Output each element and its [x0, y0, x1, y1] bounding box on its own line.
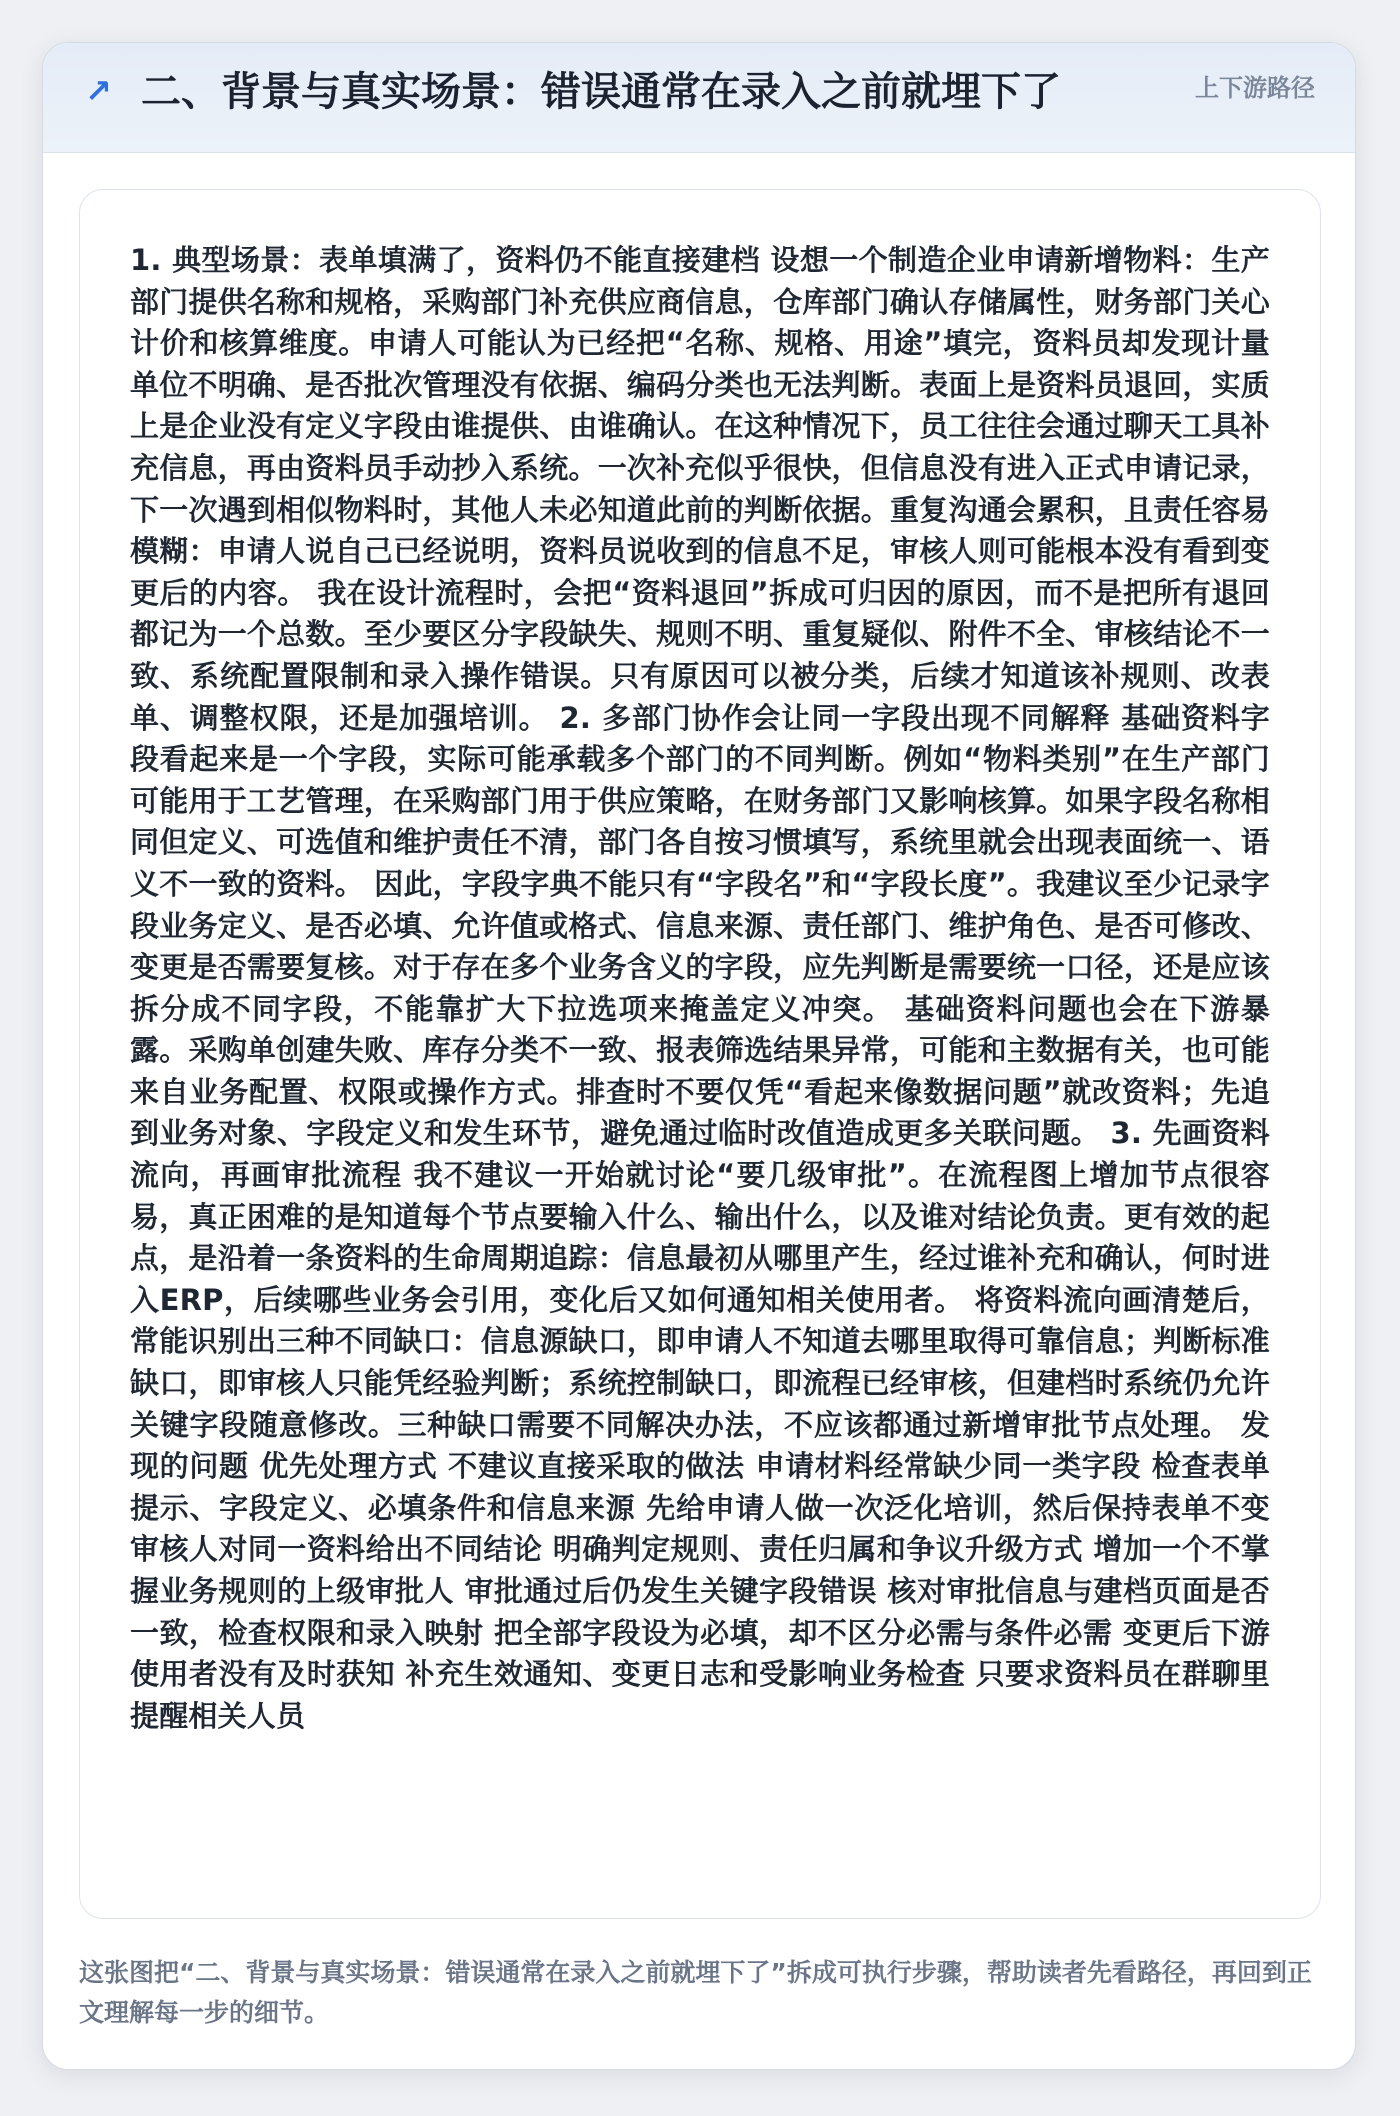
body-text: 1. 典型场景：表单填满了，资料仍不能直接建档 设想一个制造企业申请新增物料：生产部门提供名称和规格，采购部门补充供应商信息，仓库部门确认存储属性，财务部门关心计价和核算维度。申请人可能认为已经把“名称、规格、用途”填完，资料员却发现计量单位不明确、是否批次管理没有依据、编码分类也无法判断。表面上是资料员退回，实质上是企业没有定义字段由谁提供、由谁确认。在这种情况下，员工往往会通过聊天工具补充信息，再由资料员手动抄入系统。一次补充似乎很快，但信息没有进入正式申请记录，下一次遇到相似物料时，其他人未必知道此前的判断依据。重复沟通会累积，且责任容易模糊：申请人说自己已经说明，资料员说收到的信息不足，审核人则可能根本没有看到变更后的内容。 我在设计流程时，会把“资料退回”拆成可归因的原因，而不是把所有退回都记为一个总数。至少要区分字段缺失、规则不明、重复疑似、附件不全、审核结论不一致、系统配置限制和录入操作错误。只有原因可以被分类，后续才知道该补规则、改表单、调整权限，还是加强培训。 2. 多部门协作会让同一字段出现不同解释 基础资料字段看起来是一个字段，实际可能承载多个部门的不同判断。例如“物料类别”在生产部门可能用于工艺管理，在采购部门用于供应策略，在财务部门又影响核算。如果字段名称相同但定义、可选值和维护责任不清，部门各自按习惯填写，系统里就会出现表面统一、语义不一致的资料。 因此，字段字典不能只有“字段名”和“字段长度”。我建议至少记录字段业务定义、是否必填、允许值或格式、信息来源、责任部门、维护角色、是否可修改、变更是否需要复核。对于存在多个业务含义的字段，应先判断是需要统一口径，还是应该拆分成不同字段，不能靠扩大下拉选项来掩盖定义冲突。 基础资料问题也会在下游暴露。采购单创建失败、库存分类不一致、报表筛选结果异常，可能和主数据有关，也可能来自业务配置、权限或操作方式。排查时不要仅凭“看起来像数据问题”就改资料；先追到业务对象、字段定义和发生环节，避免通过临时改值造成更多关联问题。 3. 先画资料流向，再画审批流程 我不建议一开始就讨论“要几级审批”。在流程图上增加节点很容易，真正困难的是知道每个节点要输入什么、输出什么，以及谁对结论负责。更有效的起点，是沿着一条资料的生命周期追踪：信息最初从哪里产生，经过谁补充和确认，何时进入ERP，后续哪些业务会引用，变化后又如何通知相关使用者。 将资料流向画清楚后，常能识别出三种不同缺口：信息源缺口，即申请人不知道去哪里取得可靠信息；判断标准缺口，即审核人只能凭经验判断；系统控制缺口，即流程已经审核，但建档时系统仍允许关键字段随意修改。三种缺口需要不同解决办法，不应该都通过新增审批节点处理。 发现的问题 优先处理方式 不建议直接采取的做法 申请材料经常缺少同一类字段 检查表单提示、字段定义、必填条件和信息来源 先给申请人做一次泛化培训，然后保持表单不变 审核人对同一资料给出不同结论 明确判定规则、责任归属和争议升级方式 增加一个不掌握业务规则的上级审批人 审批通过后仍发生关键字段错误 核对审批信息与建档页面是否一致，检查权限和录入映射 把全部字段设为必填，却不区分必需与条件必需 变更后下游使用者没有及时获知 补充生效通知、变更日志和受影响业务检查 只要求资料员在群聊里提醒相关人员 [130, 243, 1270, 1733]
section-header [43, 43, 1355, 153]
content-panel [79, 189, 1321, 1919]
section-title: 二、背景与真实场景：错误通常在录入之前就埋下了 [141, 69, 1061, 115]
trend-arrow-icon: ↗ [85, 72, 112, 110]
section-tag: 上下游路径 [1195, 74, 1315, 102]
section-card [42, 42, 1356, 2070]
figure-caption: 这张图把“二、背景与真实场景：错误通常在录入之前就埋下了”拆成可执行步骤，帮助读者先看路径，再回到正文理解每一步的细节。 [79, 1958, 1312, 2027]
